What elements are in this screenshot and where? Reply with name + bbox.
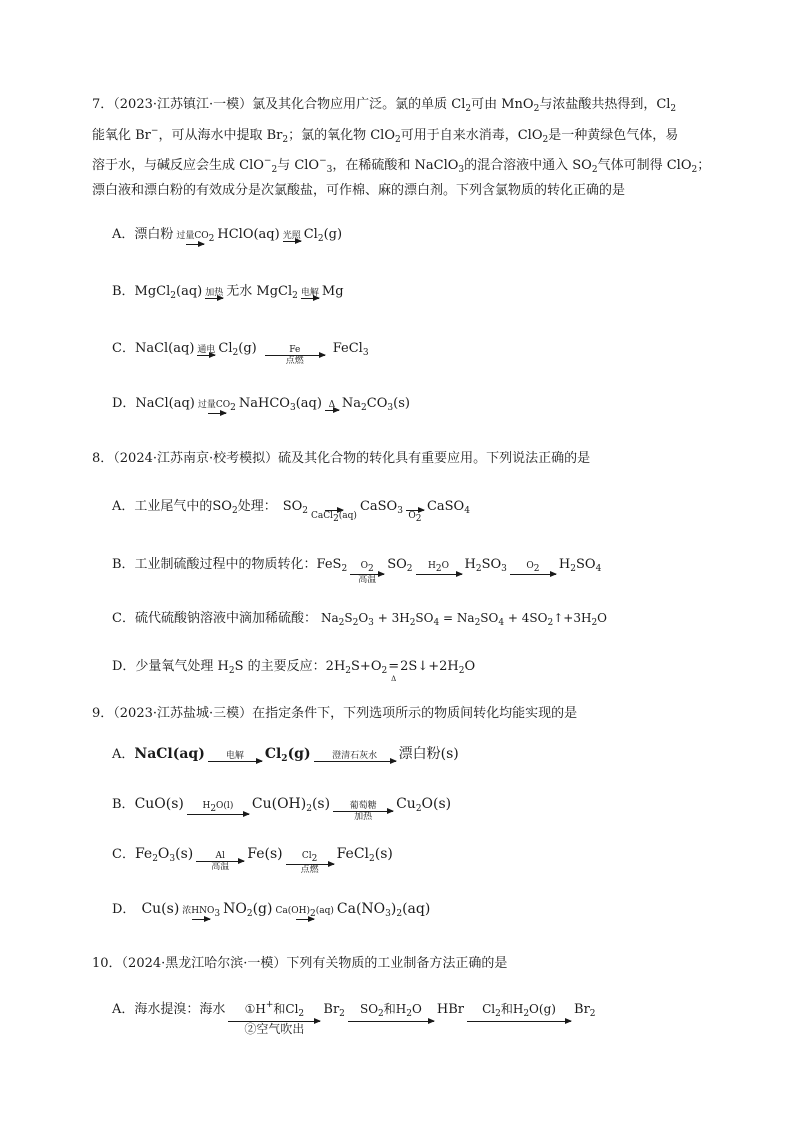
reaction-arrow: $Ca(OH)_2(aq)$ <box>275 906 334 919</box>
reaction-arrow: $Cl_2$和$H_2O(g)$ <box>467 1002 571 1032</box>
q7-line-2: 能氧化 Br−，可从海水中提取 $Br_2$；氯的氧化物 ClO$_2$可用于自来水消毒，ClO$_2$是一种黄绿色气体，易 <box>92 126 679 145</box>
q9-option-b[interactable]: B． CuO(s) $H_2O(l)$ $Cu(OH)_2(s)$ 葡萄糖 加热 $Cu_2O(s)$ <box>112 795 451 825</box>
reaction-arrow: $O_2$ <box>406 500 424 525</box>
reaction-arrow: $SO_2$和$H_2O$ <box>348 1002 434 1032</box>
reaction-arrow: 过量$CO_2$ <box>176 231 215 244</box>
q8-option-d[interactable]: D．少量氧气处理 $H_2S$ 的主要反应：$2H_2S+O_2$ = Δ $2S↓+2H_2O$ <box>112 659 476 683</box>
q8-option-a[interactable]: A．工业尾气中的$SO_2$处理： $SO_2$ CaCl$_2$(aq) CaSO$_3$ $O_2$ CaSO$_4$ <box>112 499 470 524</box>
reaction-arrow: $H_2O$ <box>416 561 462 585</box>
reaction-arrow: $O_2$ 高温 <box>350 561 384 586</box>
reaction-arrow: $Cl_2$ 点燃 <box>286 851 334 876</box>
reaction-arrow: 过量$CO_2$ <box>197 400 236 413</box>
reaction-arrow: 葡萄糖 加热 <box>333 801 393 823</box>
reaction-arrow: $H_2O(l)$ <box>187 801 249 825</box>
reaction-arrow: Δ <box>325 400 339 421</box>
reaction-arrow: 浓$HNO_3$ <box>182 906 221 919</box>
q9-option-d[interactable]: D． Cu(s) 浓$HNO_3$ $NO_2(g)$ $Ca(OH)_2(aq)$ $Ca(NO_3)_2(aq)$ <box>112 900 430 930</box>
q7-option-b[interactable]: B．MgCl$_2$(aq) 加热 无水 MgCl$_2$ 电解 Mg <box>112 283 344 309</box>
reaction-arrow: 加热 <box>205 288 224 298</box>
q7-option-c[interactable]: C．NaCl(aq) 通电 $Cl_2(g)$ Fe 点燃 FeCl$_3$ <box>112 341 369 366</box>
reaction-arrow: 光照 <box>282 231 301 241</box>
q9-option-a[interactable]: A． NaCl(aq) 电解 $Cl_2(g)$ 澄清石灰水 漂白粉(s) <box>112 745 459 772</box>
q7-option-d[interactable]: D．NaCl(aq) 过量$CO_2$ NaHCO$_3$(aq) Δ $Na_2CO_3(s)$ <box>112 395 410 424</box>
q10-option-a[interactable]: A．海水提溴：海水 ①H+和$Cl_2$ ②空气吹出 $Br_2$ $SO_2$和$H_2O$ HBr $Cl_2$和$H_2O(g)$ $Br_2$ <box>112 1000 596 1036</box>
q10-stem: 10．（2024·黑龙江哈尔滨·一模）下列有关物质的工业制备方法正确的是 <box>92 956 508 971</box>
reaction-arrow: 通电 <box>197 345 216 355</box>
reaction-arrow: $O_2$ <box>510 561 556 585</box>
q9-option-c[interactable]: C． $Fe_2O_3(s)$ Al 高温 Fe(s) $Cl_2$ 点燃 FeCl$_2$(s) <box>112 846 393 875</box>
reaction-arrow: 澄清石灰水 <box>314 751 396 772</box>
q8-stem: 8．（2024·江苏南京·校考模拟）硫及其化合物的转化具有重要应用。下列说法正确的是 <box>92 451 591 466</box>
q7-option-a[interactable]: A．漂白粉 过量$CO_2$ HClO(aq) 光照 $Cl_2(g)$ <box>112 226 342 255</box>
q7-line-4: 漂白液和漂白粉的有效成分是次氯酸盐，可作棉、麻的漂白剂。下列含氯物质的转化正确的是 <box>92 183 626 198</box>
q8-option-b[interactable]: B．工业制硫酸过程中的物质转化：FeS$_2$ $O_2$ 高温 $SO_2$ $H_2O$ $H_2SO_3$ $O_2$ $H_2SO_4$ <box>112 557 602 585</box>
reaction-arrow: 电解 <box>300 288 319 298</box>
reaction-arrow: ①H+和$Cl_2$ ②空气吹出 <box>228 998 320 1036</box>
reaction-arrow: CaCl$_2$(aq) <box>311 511 357 524</box>
q7-line-1: 7．（2023·江苏镇江·一模）氯及其化合物应用广泛。氯的单质 $Cl_2$可由 MnO$_2$与浓盐酸共热得到，$Cl_2$ <box>92 97 677 114</box>
q7-line-3: 溶于水，与碱反应会生成 ClO−$_2$与 ClO−$_3$，在稀硫酸和 NaClO$_3$的混合溶液中通入 $SO_2$气体可制得 ClO$_2$； <box>92 156 711 175</box>
q8-option-c[interactable]: C．硫代硫酸钠溶液中滴加稀硫酸： $Na_2S_2O_3 + 3H_2SO_4 = Na_2SO_4$ + $4SO_2↑+3H_2O$ <box>112 611 608 628</box>
reaction-arrow: Fe 点燃 <box>265 345 325 367</box>
reaction-arrow: 电解 <box>208 751 262 772</box>
reaction-arrow: Al 高温 <box>196 851 244 873</box>
q9-stem: 9．（2023·江苏盐城·三模）在指定条件下，下列选项所示的物质间转化均能实现的是 <box>92 706 578 721</box>
